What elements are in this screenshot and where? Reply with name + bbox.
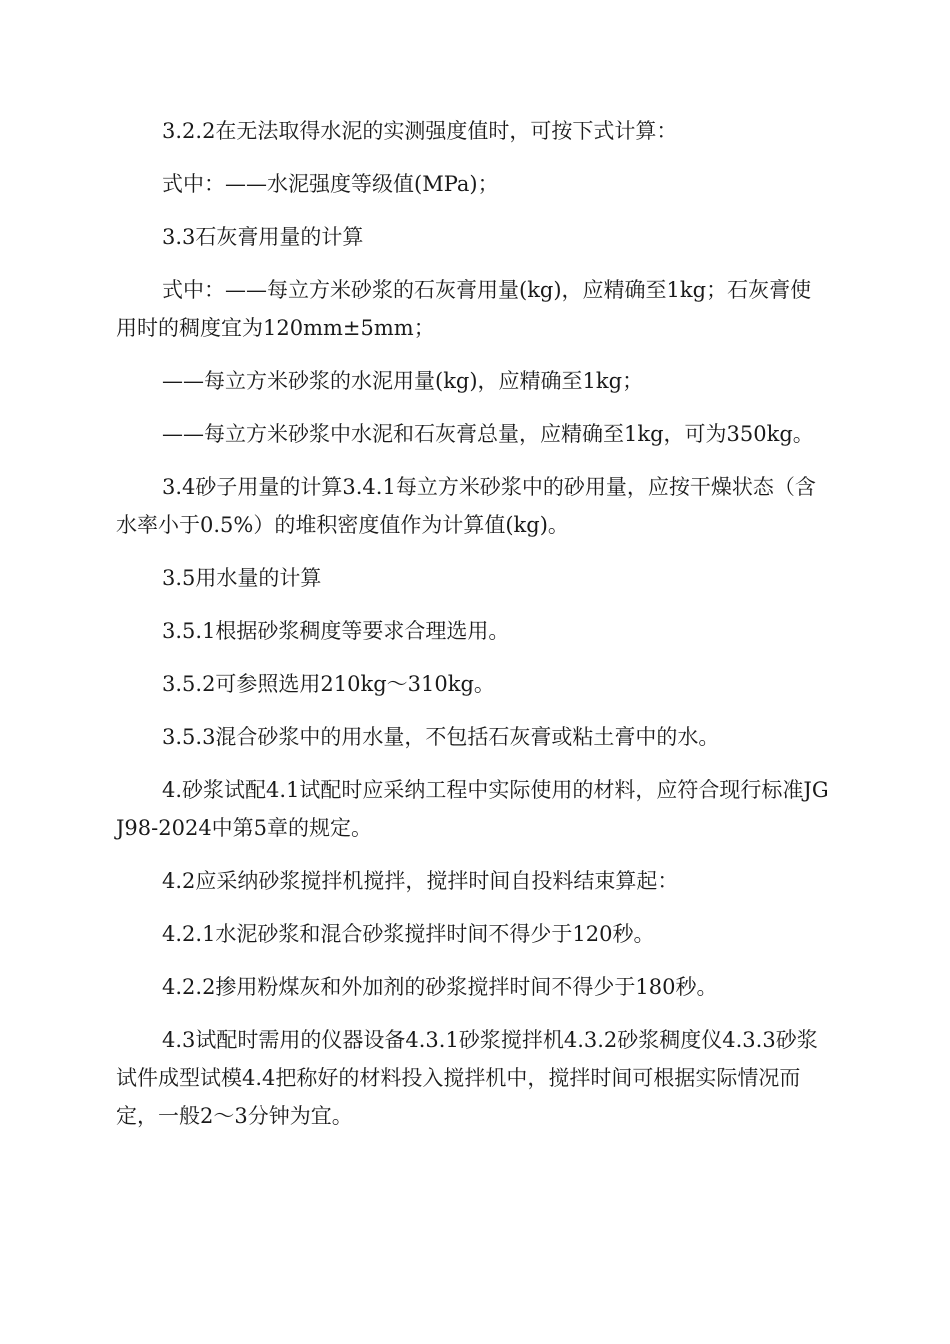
paragraph-total-amount: ——每立方米砂浆中水泥和石灰膏总量，应精确至1kg，可为350kg。 bbox=[162, 422, 814, 446]
paragraph-4-2-1: 4.2.1水泥砂浆和混合砂浆搅拌时间不得少于120秒。 bbox=[162, 922, 655, 946]
paragraph-3-5: 3.5用水量的计算 bbox=[162, 566, 322, 590]
paragraph-3-5-2: 3.5.2可参照选用210kg～310kg。 bbox=[162, 672, 495, 696]
paragraph-4-3: 4.3试配时需用的仪器设备4.3.1砂浆搅拌机4.3.2砂浆稠度仪4.3.3砂浆试件成型试模4.4把称好的材料投入搅拌机中，搅拌时间可根据实际情况而定，一般2～3分钟为宜。 bbox=[116, 1028, 818, 1128]
paragraph-4-2: 4.2应采纳砂浆搅拌机搅拌，搅拌时间自投料结束算起： bbox=[162, 869, 679, 893]
paragraph-3-2-2: 3.2.2在无法取得水泥的实测强度值时，可按下式计算： bbox=[162, 119, 678, 143]
paragraph-3-5-1: 3.5.1根据砂浆稠度等要求合理选用。 bbox=[162, 619, 510, 643]
paragraph-formula-note-cement: 式中：——水泥强度等级值(MPa)； bbox=[162, 172, 499, 196]
paragraph-3-5-3: 3.5.3混合砂浆中的用水量，不包括石灰膏或粘土膏中的水。 bbox=[162, 725, 720, 749]
paragraph-3-4: 3.4砂子用量的计算3.4.1每立方米砂浆中的砂用量，应按干燥状态（含水率小于0.5%）的堆积密度值作为计算值(kg)。 bbox=[116, 475, 816, 537]
paragraph-4: 4.砂浆试配4.1试配时应采纳工程中实际使用的材料，应符合现行标准JGJ98-2024中第5章的规定。 bbox=[116, 778, 829, 840]
paragraph-4-2-2: 4.2.2掺用粉煤灰和外加剂的砂浆搅拌时间不得少于180秒。 bbox=[162, 975, 718, 999]
paragraph-3-3: 3.3石灰膏用量的计算 bbox=[162, 225, 364, 249]
document-body bbox=[116, 112, 832, 1150]
paragraph-cement-amount: ——每立方米砂浆的水泥用量(kg)，应精确至1kg； bbox=[162, 369, 644, 393]
paragraph-formula-note-lime: 式中：——每立方米砂浆的石灰膏用量(kg)，应精确至1kg；石灰膏使用时的稠度宜为120mm±5mm； bbox=[116, 278, 812, 340]
